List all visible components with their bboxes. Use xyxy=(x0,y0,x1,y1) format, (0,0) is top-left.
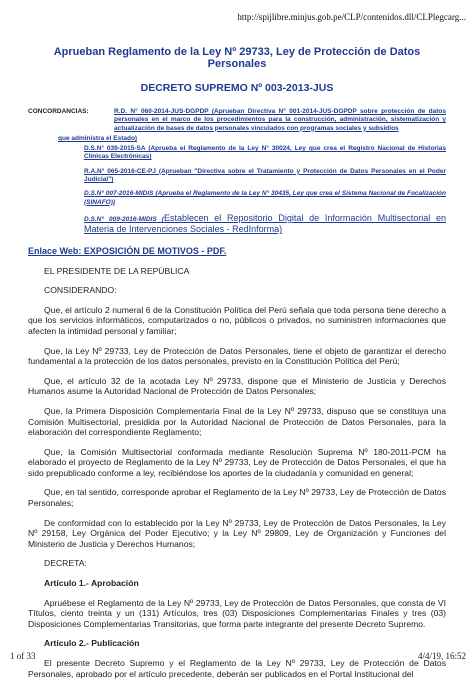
paragraph-1: Que, el artículo 2 numeral 6 de la Constitución Política del Perú señala que toda persona tiene derecho a que los servicios informáticos, computarizados o no, públicos o privados, no suministren informaciones que afecten la intimidad personal y familiar; xyxy=(28,304,446,336)
article-2-title: Artículo 2.- Publicación xyxy=(44,638,140,649)
paragraph-5: Que, la Comisión Multisectorial conformada mediante Resolución Suprema Nº 180-2011-PCM ha elaborado el proyecto de Reglamento de la Ley Nº 29733, Ley de Protección de Datos Personales, el que ha sido prepublicado conforme a ley, recibiéndose los aportes de la ciudadanía y comunidad en general; xyxy=(28,446,446,478)
document-title: Aprueban Reglamento de la Ley Nº 29733, Ley de Protección de Datos Personales xyxy=(53,46,421,70)
paragraph-4: Que, la Primera Disposición Complementaria Final de la Ley Nº 29733, dispuso que se constituya una Comisión Multisectorial, presidida por la Autoridad Nacional de Protección de Datos Personales, para la elaboración del correspondiente Reglamento; xyxy=(28,405,446,438)
paragraph-6: Que, en tal sentido, corresponde aprobar el Reglamento de la Ley Nº 29733, Ley de Protección de Datos Personales; xyxy=(28,487,446,509)
considerando-heading: CONSIDERANDO: xyxy=(44,285,117,296)
paragraph-2: Que, la Ley Nº 29733, Ley de Protección de Datos Personales, tiene el objeto de garantizar el derecho fundamental a la protección de los datos personales, previsto en la Constitución Política del Perú; xyxy=(28,345,446,367)
article-2-text: El presente Decreto Supremo y el Reglamento de la Ley Nº 29733, Ley de Protección de Datos Personales, aprobado por el artículo precedente, deberán ser publicados en el Portal Institucional del xyxy=(28,658,446,679)
article-1-title: Artículo 1.- Aprobación xyxy=(44,578,139,589)
paragraph-7: De conformidad con lo establecido por la Ley Nº 29733, Ley de Protección de Datos Personales, la Ley Nº 29158, Ley Orgánica del Poder Ejecutivo; y la Ley Nº 29809, Ley de Organización y Funciones del Ministerio de Justicia y Derechos Humanos; xyxy=(28,517,446,549)
president-heading: EL PRESIDENTE DE LA REPÚBLICA xyxy=(44,265,190,276)
concordancias-block xyxy=(28,108,446,236)
document-body xyxy=(28,266,446,680)
concordancias-label: CONCORDANCIAS: xyxy=(28,108,89,115)
article-1-text: Apruébese el Reglamento de la Ley Nº 29733, Ley de Protección de Datos Personales, que consta de VI Títulos, ciento treinta y un (131) Artículos, tres (03) Disposiciones Complementarias Finales y tres (03) Disposiciones Complementarias Transitorias, que forma parte integrante del presente Decreto Supremo. xyxy=(28,597,446,629)
concordancia-link-2[interactable]: D.S.N° 039-2015-SA (Aprueba el Reglamento de la Ley N° 30024, Ley que crea el Registro Nacional de Historias Clínicas Electrónicas) xyxy=(84,145,446,161)
concordancia-link-3[interactable]: R.A.N° 065-2016-CE-PJ (Aprueban "Directiva sobre el Tratamiento y Protección de Datos Personales en el Poder Judicial") xyxy=(84,167,446,184)
page-url: http://spijlibre.minjus.gob.pe/CLP/contenidos.dll/CLPlegcarg... xyxy=(237,12,466,22)
document-content xyxy=(28,42,446,688)
concordancia-link-5[interactable]: Establecen el Repositorio Digital de Información Multisectorial en Materia de Intervenciones Sociales - RedInforma) xyxy=(84,212,446,235)
concordancia-link-1[interactable]: R.D. N° 060-2014-JUS-DGPDP (Aprueban Directiva N° 001-2014-JUS-DGPDP sobre protección de datos personales en el marco de los procedimientos para la construcción, administración, sistematización y actualización de bases de datos personales vinculados con programas sociales y subsidios xyxy=(114,108,446,132)
exposicion-motivos-link[interactable]: Enlace Web: EXPOSICIÓN DE MOTIVOS - PDF. xyxy=(28,245,227,256)
decreta-heading: DECRETA: xyxy=(44,558,87,569)
print-datetime: 4/4/19, 16:52 xyxy=(417,651,466,661)
concordancia-link-5-prefix[interactable]: D.S.N° 009-2016-MIDIS ( xyxy=(84,215,164,223)
decree-number: DECRETO SUPREMO Nº 003-2013-JUS xyxy=(140,82,334,94)
concordancia-link-4[interactable]: D.S.N° 007-2016-MIDIS (Aprueba el Reglamento de la Ley N° 30435, Ley que crea el Sistema Nacional de Focalización (SINAFO)) xyxy=(84,190,446,206)
page-count: 1 of 33 xyxy=(10,651,36,661)
paragraph-3: Que, el artículo 32 de la acotada Ley Nº 29733, dispone que el Ministerio de Justicia y Derechos Humanos asume la Autoridad Nacional de Protección de Datos Personales; xyxy=(28,375,446,397)
concordancia-link-1-tail[interactable]: que administra el Estado) xyxy=(58,134,138,142)
